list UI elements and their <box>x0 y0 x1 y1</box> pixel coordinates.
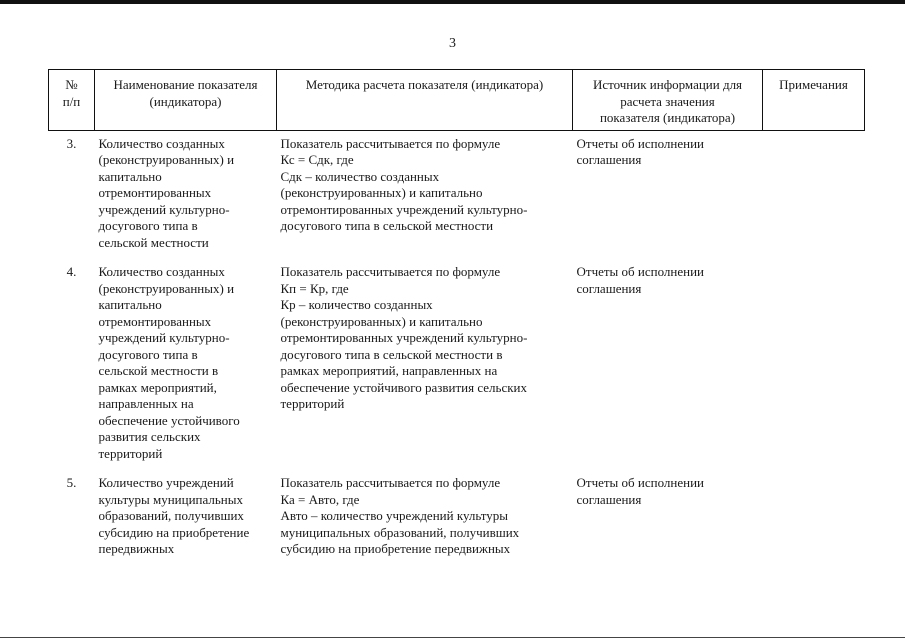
bottom-rule <box>0 637 905 638</box>
indicators-table <box>48 69 865 558</box>
table-header <box>49 70 865 131</box>
row-number: 4. <box>66 264 77 279</box>
table-row <box>49 251 865 462</box>
indicator-name-cell: Количество созданных (реконструированных) и капитально отремонтированных учреждений культурно- досугового типа в сельской местности <box>98 135 235 250</box>
header-method: Методика расчета показателя (индикатора) <box>277 70 573 131</box>
method-cell: Показатель рассчитывается по формуле Кс = Сдк, где Сдк – количество созданных (реконструированных) и капитально отремонтированных учреждений культурно- досугового типа в сельской местности <box>280 135 528 233</box>
table-row <box>49 130 865 251</box>
source-cell: Отчеты об исполнении соглашения <box>576 264 705 296</box>
top-rule <box>0 0 905 4</box>
header-indicator-name: Наименование показателя (индикатора) <box>95 70 277 131</box>
row-number: 5. <box>66 475 77 490</box>
indicator-name-cell: Количество созданных (реконструированных) и капитально отремонтированных учреждений культурно- досугового типа в сельской местности в рамках мероприятий, направленных на обеспечение устойчивого развития сельских территорий <box>98 264 240 461</box>
header-notes: Примечания <box>763 70 865 131</box>
header-number: № п/п <box>49 70 95 131</box>
source-cell: Отчеты об исполнении соглашения <box>576 475 705 507</box>
page-number: 3 <box>449 36 456 51</box>
header-source: Источник информации для расчета значения показателя (индикатора) <box>573 70 763 131</box>
indicator-name-cell: Количество учреждений культуры муниципальных образований, получивших субсидию на приобретение передвижных <box>98 475 250 556</box>
notes-cell <box>763 130 865 251</box>
notes-cell <box>763 251 865 462</box>
method-cell: Показатель рассчитывается по формуле Ка = Авто, где Авто – количество учреждений культуры муниципальных образований, получивших субсидию на приобретение передвижных <box>280 475 520 556</box>
table-row <box>49 462 865 558</box>
source-cell: Отчеты об исполнении соглашения <box>576 135 705 167</box>
row-number: 3. <box>66 135 77 151</box>
notes-cell <box>763 462 865 558</box>
method-cell: Показатель рассчитывается по формуле Кп = Кр, где Кр – количество созданных (реконструированных) и капитально отремонтированных учреждений культурно- досугового типа в сельской местности в рамках мероприятий, направленных на обеспечение устойчивого развития сельских территорий <box>280 264 528 411</box>
